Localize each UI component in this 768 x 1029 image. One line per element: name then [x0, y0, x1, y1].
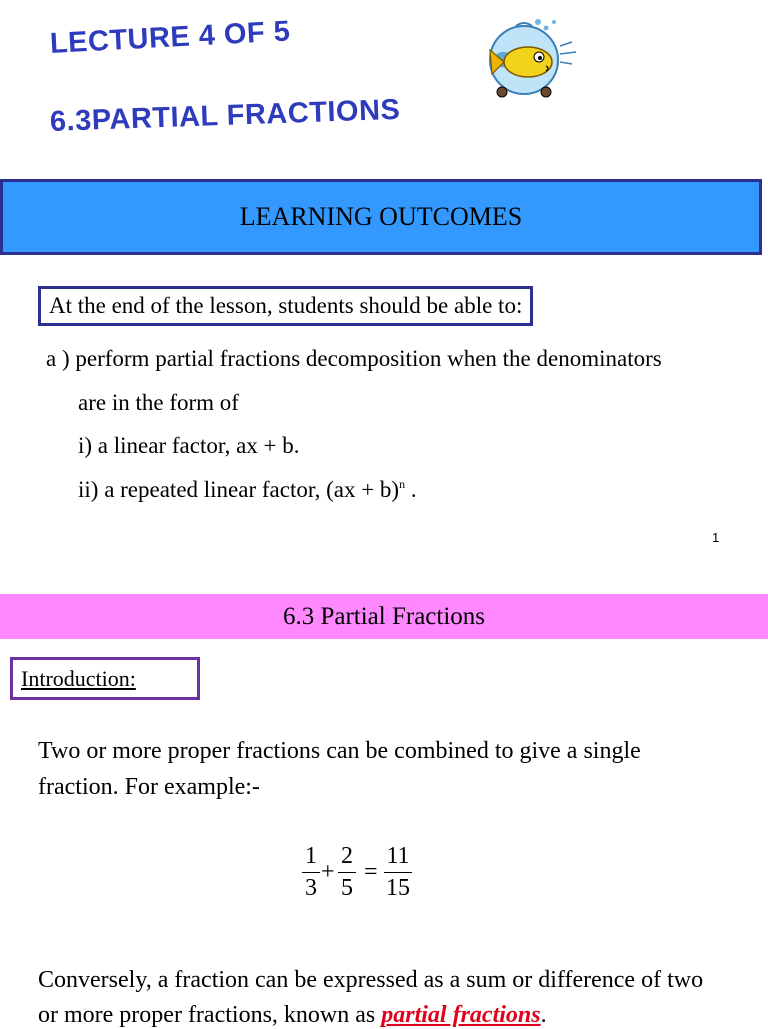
partial-fractions-emphasis: partial fractions: [381, 1002, 541, 1028]
conversely-line-2-start: or more proper fractions, known as: [38, 1002, 382, 1028]
outcome-ii: [78, 477, 417, 503]
section-title: 6.3PARTIAL FRACTIONS: [49, 93, 401, 138]
fish-in-fishbowl-icon: [476, 16, 578, 98]
outcome-a: a ) perform partial fractions decomposition when the denominators: [46, 346, 662, 371]
outcome-a-continued: are in the form of: [78, 390, 239, 415]
fraction-1-denominator: 3: [305, 875, 317, 901]
outcome-ii-end: .: [405, 477, 417, 502]
outcomes-intro-box: [38, 286, 533, 326]
plus-sign: +: [321, 859, 335, 885]
fraction-2-denominator: 5: [341, 875, 353, 901]
lecture-title: LECTURE 4 OF 5: [49, 15, 292, 60]
outcome-ii-exponent: n: [399, 477, 406, 491]
learning-outcomes-banner: [0, 179, 762, 255]
learning-outcomes-title: LEARNING OUTCOMES: [239, 202, 523, 231]
fraction-2-numerator: 2: [341, 843, 353, 869]
intro-paragraph-line-2: fraction. For example:-: [38, 774, 260, 800]
outcome-ii-text: ii) a repeated linear factor, (ax + b): [78, 477, 400, 502]
intro-paragraph-line-1: Two or more proper fractions can be combined to give a single: [38, 738, 641, 764]
fraction-two-fifths: [338, 843, 356, 902]
conversely-line-2: [38, 1002, 547, 1029]
fraction-eleven-fifteenths: [384, 843, 412, 902]
introduction-label: Introduction:: [21, 665, 136, 691]
fraction-one-third: [302, 843, 320, 902]
partial-fractions-banner-title: 6.3 Partial Fractions: [282, 602, 486, 630]
outcomes-intro-text: At the end of the lesson, students should be able to:: [49, 293, 523, 318]
introduction-box: [10, 657, 200, 700]
partial-fractions-banner: [0, 594, 768, 639]
equals-sign: =: [364, 859, 378, 885]
fraction-equation: [300, 843, 420, 909]
conversely-line-1: Conversely, a fraction can be expressed as a sum or difference of two: [38, 967, 704, 993]
outcome-i: i) a linear factor, ax + b.: [78, 433, 300, 458]
fraction-1-numerator: 1: [305, 843, 317, 869]
fraction-3-numerator: 11: [386, 843, 410, 869]
fraction-3-denominator: 15: [386, 875, 410, 901]
conversely-line-2-end: .: [540, 1002, 547, 1028]
page-number: 1: [712, 530, 720, 545]
